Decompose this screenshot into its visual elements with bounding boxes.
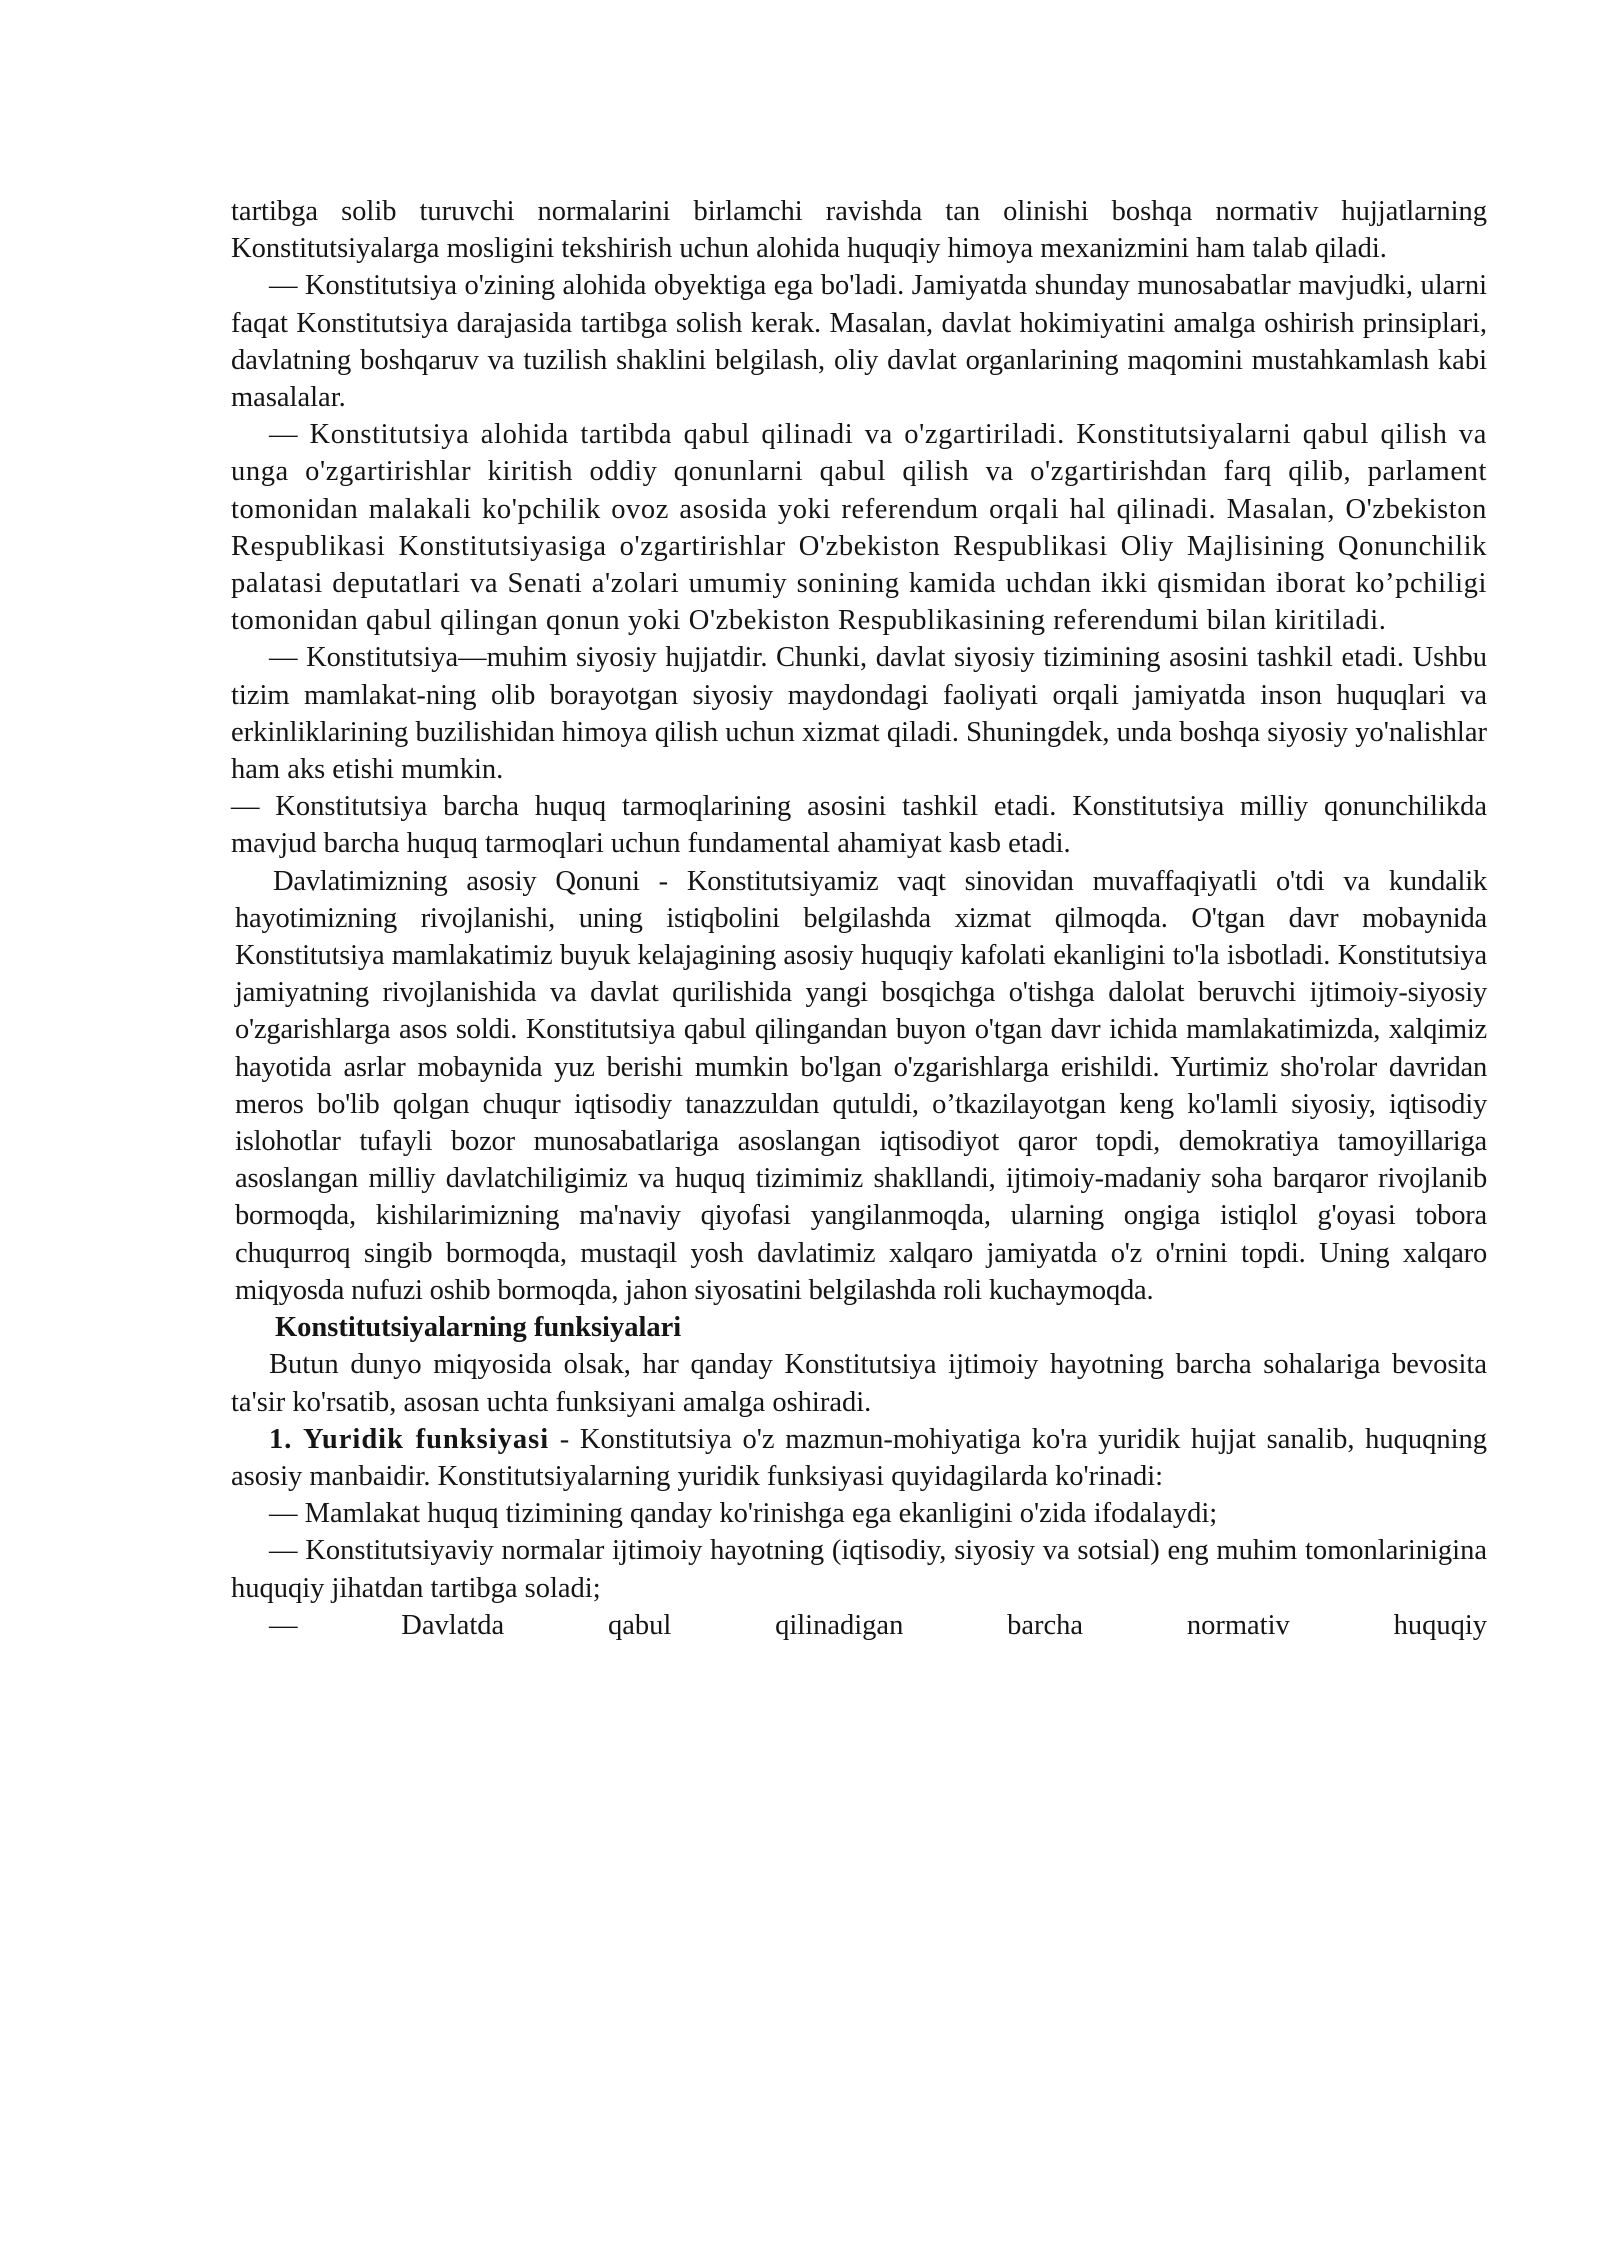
paragraph-functions-intro: Butun dunyo miqyosida olsak, har qanday Konstitutsiya ijtimoiy hayotning barcha sohalariga bevosita ta'sir ko'rsatib, asosan uchta funksiyani amalga oshiradi. [231, 1349, 1487, 1418]
paragraph-legal-branches: — Konstitutsiya barcha huquq tarmoqlarining asosini tashkil etadi. Konstitutsiya milliy qonunchilikda mavjud barcha huquq tarmoqlari uchun fundamental ahamiyat kasb etadi. [231, 791, 1487, 860]
section-heading: Konstitutsiyalarning funksiyalari [275, 1312, 682, 1344]
paragraph-constitution-object: — Konstitutsiya o'zining alohida obyektiga ega bo'ladi. Jamiyatda shunday munosabatlar mavjudki, ularni faqat Konstitutsiya darajasida tartibga solish kerak. Masalan, davlat hokimiyatini amalga oshirish prinsiplari, davlatning boshqaruv va tuzilish shaklini belgilash, oliy davlat organlarining maqomini mustahkamlash kabi masalalar. [231, 270, 1487, 414]
paragraph-main-law: Davlatimizning asosiy Qonuni - Konstitutsiyamiz vaqt sinovidan muvaffaqiyatli o'tdi va kundalik hayotimizning rivojlanishi, uning istiqbolini belgilashda xizmat qilmoqda. O'tgan davr mobaynida Konstitutsiya mamlakatimiz buyuk kelajagining asosiy huquqiy kafolati ekanligini to'la isbotladi. Konstitutsiya jamiyatning rivojlanishida va davlat qurilishida yangi bosqichga o'tishga dalolat beruvchi ijtimoiy-siyosiy o'zgarishlarga asos soldi. Konstitutsiya qabul qilingandan buyon o'tgan davr ichida mamlakatimizda, xalqimiz hayotida asrlar mobaynida yuz berishi mumkin bo'lgan o'zgarishlarga erishildi. Yurtimiz sho'rolar davridan meros bo'lib qolgan chuqur iqtisodiy tanazzuldan qutuldi, o’tkazilayotgan keng ko'lamli siyosiy, iqtisodiy islohotlar tufayli bozor munosabatlariga asoslangan iqtisodiyot qaror topdi, demokratiya tamoyillariga asoslangan milliy davlatchiligimiz va huquq tizimimiz shakllandi, ijtimoiy-madaniy soha barqaror rivojlanib bormoqda, kishilarimizning ma'naviy qiyofasi yangilanmoqda, ularning ongiga istiqlol g'oyasi tobora chuqurroq singib bormoqda, mustaqil yosh davlatimiz xalqaro jamiyatda o'z o'rnini topdi. Uning xalqaro miqyosda nufuzi oshib bormoqda, jahon siyosatini belgilashda roli kuchaymoqda. [235, 865, 1487, 1306]
paragraph-continuation: tartibga solib turuvchi normalarini birlamchi ravishda tan olinishi boshqa normativ hujjatlarning Konstitutsiyalarga mosligini tekshirish uchun alohida huquqiy himoya mexanizmini ham talab qiladi. [231, 196, 1487, 265]
paragraph-constitution-adoption: — Konstitutsiya alohida tartibda qabul qilinadi va o'zgartiriladi. Konstitutsiyalarni qabul qilish va unga o'zgartirishlar kiritish oddiy qonunlarni qabul qilish va o'zgartirishdan farq qilib, parlament tomonidan malakali ko'pchilik ovoz asosida yoki referendum orqali hal qilinadi. Masalan, O'zbekiston Respublikasi Konstitutsiyasiga o'zgartirishlar O'zbekiston Respublikasi Oliy Majlisining Qonunchilik palatasi deputatlari va Senati a'zolari umumiy sonining kamida uchdan ikki qismidan iborat ko’pchiligi tomonidan qabul qilingan qonun yoki O'zbekiston Respublikasining referendumi bilan kiritiladi. [231, 419, 1487, 637]
list-item-constitutional-norms: — Konstitutsiyaviy normalar ijtimoiy hayotning (iqtisodiy, siyosiy va sotsial) eng muhim tomonlarinigina huquqiy jihatdan tartibga soladi; [231, 1535, 1487, 1604]
legal-function-label: 1. Yuridik funksiyasi [269, 1423, 550, 1455]
document-body [231, 193, 1487, 1644]
legal-function-text: - Konstitutsiya o'z mazmun-mohiyatiga ko'ra yuridik hujjat sanalib, huquqning asosiy manbaidir. Konstitutsiyalarning yuridik funksiyasi quyidagilarda ko'rinadi: [231, 1423, 1488, 1492]
list-item-legal-system: — Mamlakat huquq tizimining qanday ko'rinishga ega ekanligini o'zida ifodalaydi; [269, 1498, 1218, 1530]
paragraph-political-document: — Konstitutsiya—muhim siyosiy hujjatdir. Chunki, davlat siyosiy tizimining asosini tashkil etadi. Ushbu tizim mamlakat-ning olib borayotgan siyosiy maydondagi faoliyati orqali jamiyatda inson huquqlari va erkinliklarining buzilishidan himoya qilish uchun xizmat qiladi. Shuningdek, unda boshqa siyosiy yo'nalishlar ham aks etishi mumkin. [231, 642, 1487, 786]
list-item-normative-acts: — Davlatda qabul qilinadigan barcha normativ huquqiy [269, 1609, 1487, 1641]
paragraph-legal-function [231, 1421, 1487, 1495]
